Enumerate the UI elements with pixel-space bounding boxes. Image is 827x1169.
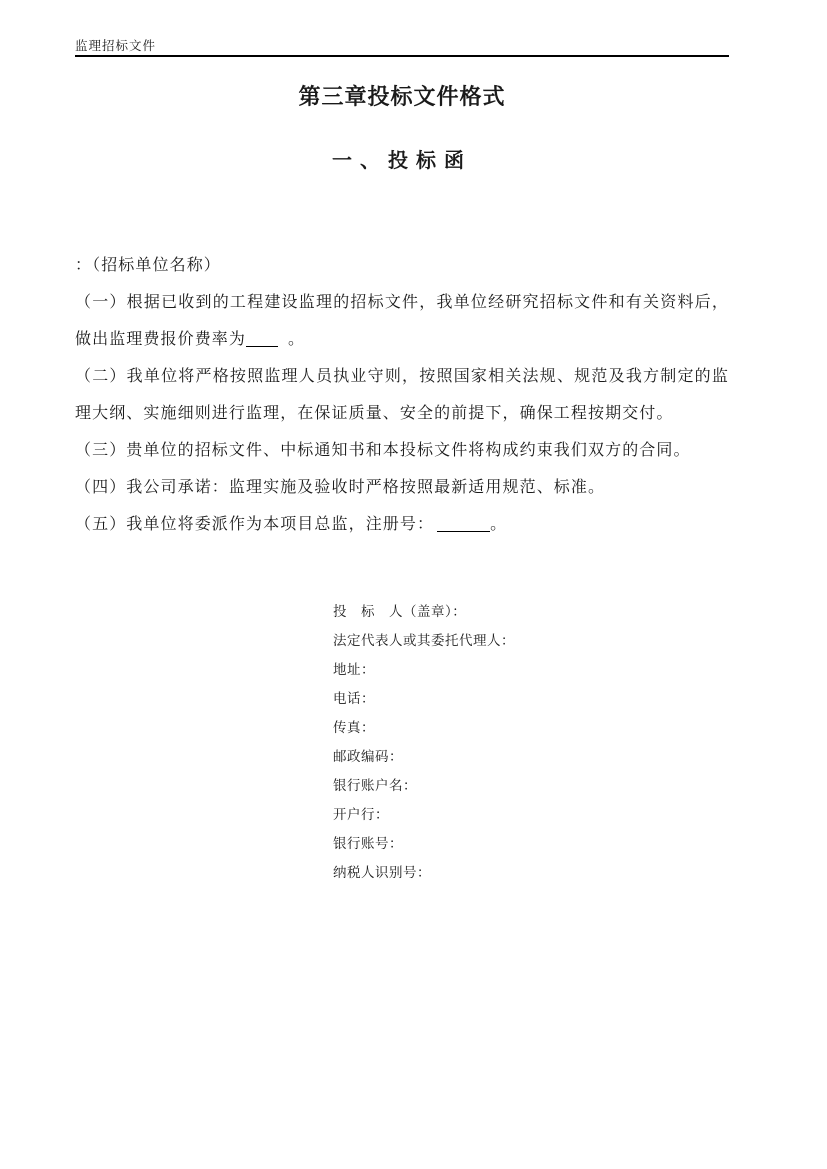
clause-3 xyxy=(75,432,729,469)
signature-field-fax: 传真： xyxy=(333,720,375,735)
clause-1 xyxy=(75,284,729,358)
header-divider xyxy=(75,55,729,57)
clause-5-text: （五）我单位将委派作为本项目总监，注册号： xyxy=(75,516,435,533)
clause-3-text: （三）贵单位的招标文件、中标通知书和本投标文件将构成约束我们双方的合同。 xyxy=(75,442,691,459)
clause-2-text: （二）我单位将严格按照监理人员执业守则，按照国家相关法规、规范及我方制定的监理大纲、实施细则进行监理，在保证质量、安全的前提下，确保工程按期交付。 xyxy=(75,368,729,422)
salutation-line xyxy=(75,247,729,284)
clause-2 xyxy=(75,358,729,432)
clause-5 xyxy=(75,506,729,543)
salutation-text: ：（招标单位名称） xyxy=(75,257,221,274)
signature-field-taxpayer-id: 纳税人识别号： xyxy=(333,865,431,880)
signature-field-bank-account-name: 银行账户名： xyxy=(333,778,417,793)
clause-5-period: 。 xyxy=(490,516,508,533)
signature-field-bidder: 投 标 人（盖章）： xyxy=(333,604,467,619)
clause-1-period: 。 xyxy=(288,331,306,348)
registration-number-blank[interactable] xyxy=(437,519,490,532)
signature-field-legal-rep: 法定代表人或其委托代理人： xyxy=(333,633,515,648)
signature-field-bank-branch: 开户行： xyxy=(333,807,389,822)
clause-1-text: （一）根据已收到的工程建设监理的招标文件，我单位经研究招标文件和有关资料后，做出监理费报价费率为 xyxy=(75,294,729,348)
section-title: 一、投标函 xyxy=(332,150,472,172)
signature-block xyxy=(333,597,515,887)
clause-4-text: （四）我公司承诺：监理实施及验收时严格按照最新适用规范、标准。 xyxy=(75,479,606,496)
signature-field-bank-account-no: 银行账号： xyxy=(333,836,403,851)
signature-field-postal-code: 邮政编码： xyxy=(333,749,403,764)
bid-letter-body xyxy=(75,247,729,543)
signature-field-address: 地址： xyxy=(333,662,375,677)
running-header: 监理招标文件 xyxy=(75,39,157,53)
clause-4 xyxy=(75,469,729,506)
signature-field-phone: 电话： xyxy=(333,691,375,706)
fee-rate-blank[interactable] xyxy=(246,334,278,347)
chapter-title: 第三章投标文件格式 xyxy=(298,84,506,109)
